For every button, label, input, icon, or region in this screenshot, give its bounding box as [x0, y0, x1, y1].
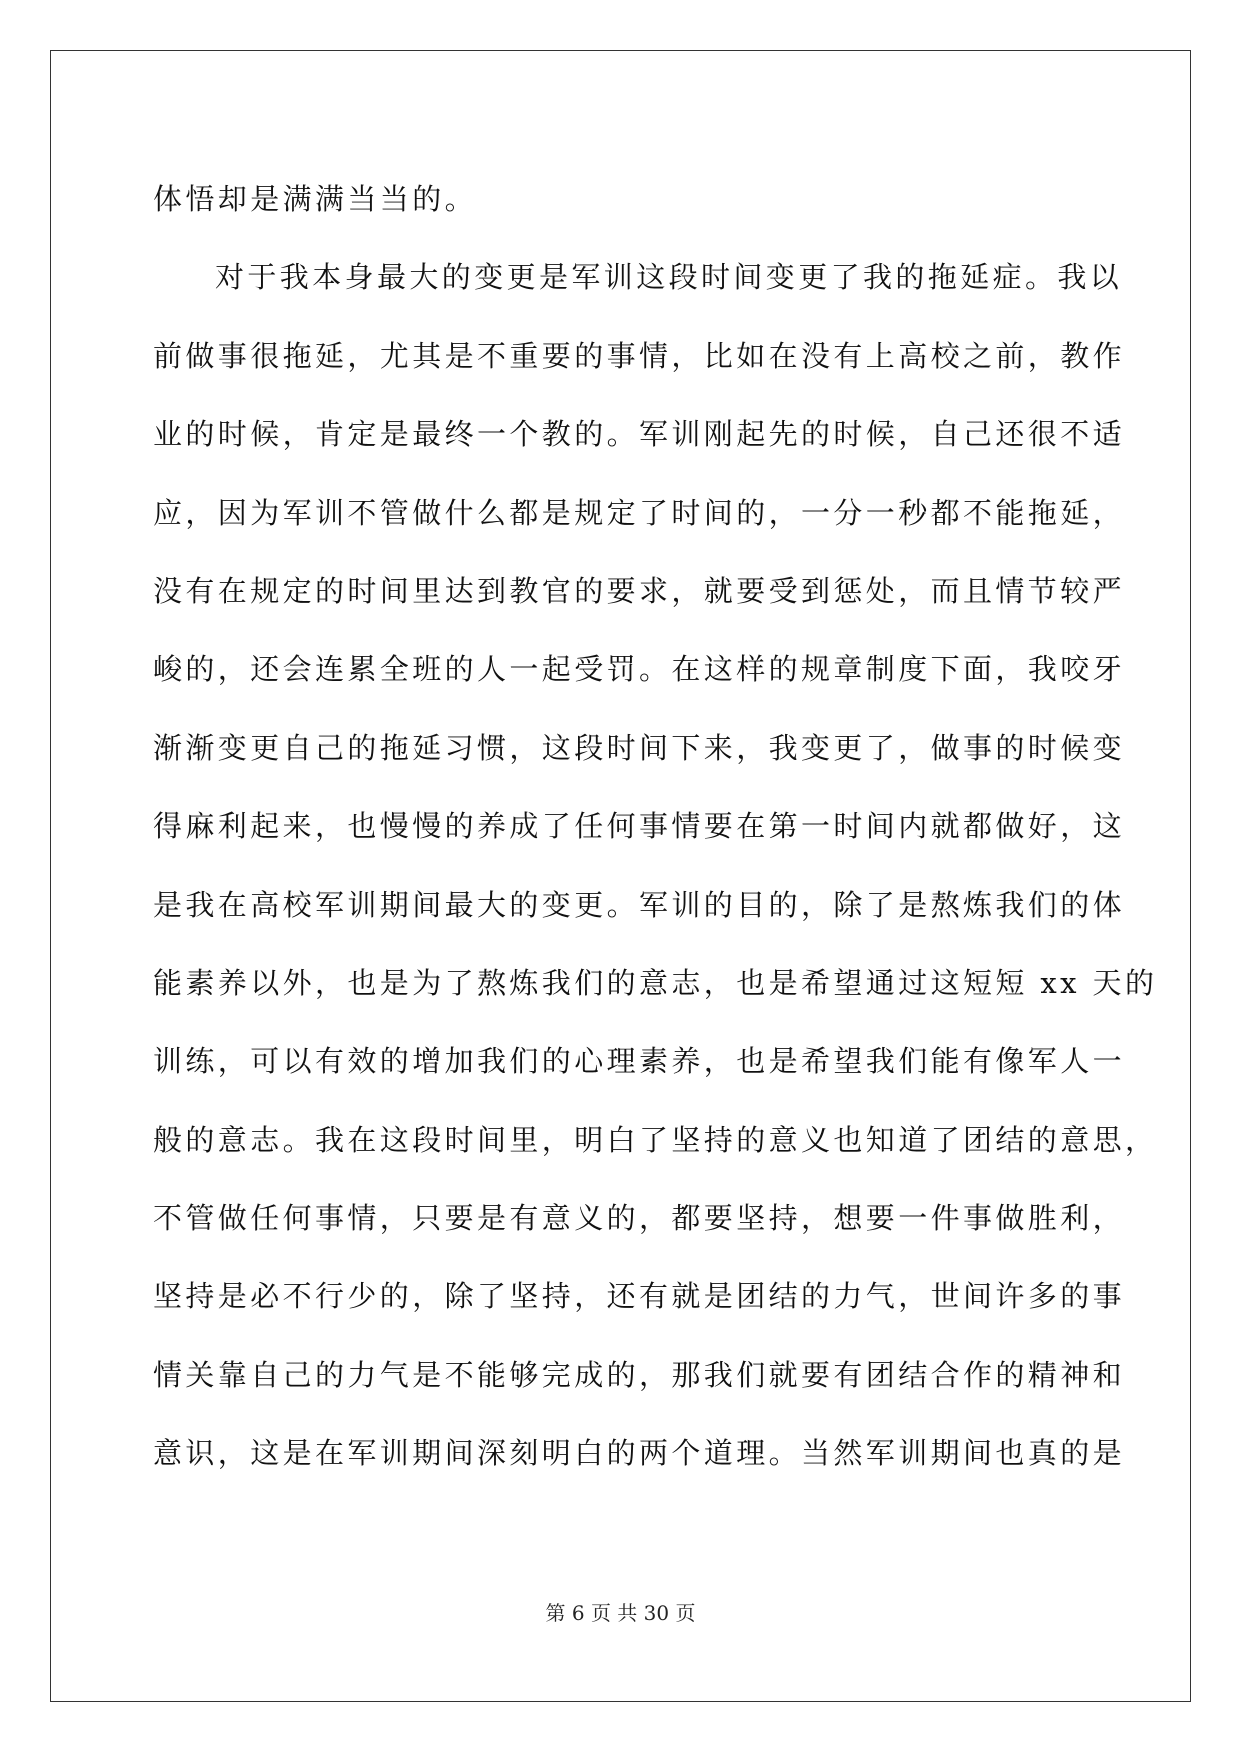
- text-line: 坚持是必不行少的，除了坚持，还有就是团结的力气，世间许多的事: [153, 1279, 1126, 1314]
- text-line: 前做事很拖延，尤其是不重要的事情，比如在没有上高校之前，教作: [153, 338, 1126, 373]
- text-line: 般的意志。我在这段时间里，明白了坚持的意义也知道了团结的意思，: [153, 1122, 1158, 1157]
- text-line: 是我在高校军训期间最大的变更。军训的目的，除了是熬炼我们的体: [153, 887, 1126, 922]
- text-line: 峻的，还会连累全班的人一起受罚。在这样的规章制度下面，我咬牙: [153, 652, 1126, 687]
- text-line: 业的时候，肯定是最终一个教的。军训刚起先的时候，自己还很不适: [153, 417, 1126, 452]
- text-line: 训练，可以有效的增加我们的心理素养，也是希望我们能有像军人一: [153, 1044, 1126, 1079]
- text-line: 得麻利起来，也慢慢的养成了任何事情要在第一时间内就都做好，这: [153, 809, 1126, 844]
- text-line: 能素养以外，也是为了熬炼我们的意志，也是希望通过这短短 xx 天的: [153, 965, 1158, 1000]
- text-line: 渐渐变更自己的拖延习惯，这段时间下来，我变更了，做事的时候变: [153, 730, 1126, 765]
- text-line: 情关靠自己的力气是不能够完成的，那我们就要有团结合作的精神和: [153, 1357, 1126, 1392]
- text-line: 应，因为军训不管做什么都是规定了时间的，一分一秒都不能拖延，: [153, 495, 1126, 530]
- text-line: 没有在规定的时间里达到教官的要求，就要受到惩处，而且情节较严: [153, 573, 1126, 608]
- document-body: [153, 160, 1158, 1493]
- text-line: 对于我本身最大的变更是军训这段时间变更了我的拖延症。我以: [215, 260, 1123, 295]
- page-number-footer: 第 6 页 共 30 页: [545, 1601, 696, 1625]
- text-line: 不管做任何事情，只要是有意义的，都要坚持，想要一件事做胜利，: [153, 1201, 1126, 1236]
- text-line: 体悟却是满满当当的。: [153, 182, 478, 216]
- text-line: 意识，这是在军训期间深刻明白的两个道理。当然军训期间也真的是: [153, 1436, 1126, 1471]
